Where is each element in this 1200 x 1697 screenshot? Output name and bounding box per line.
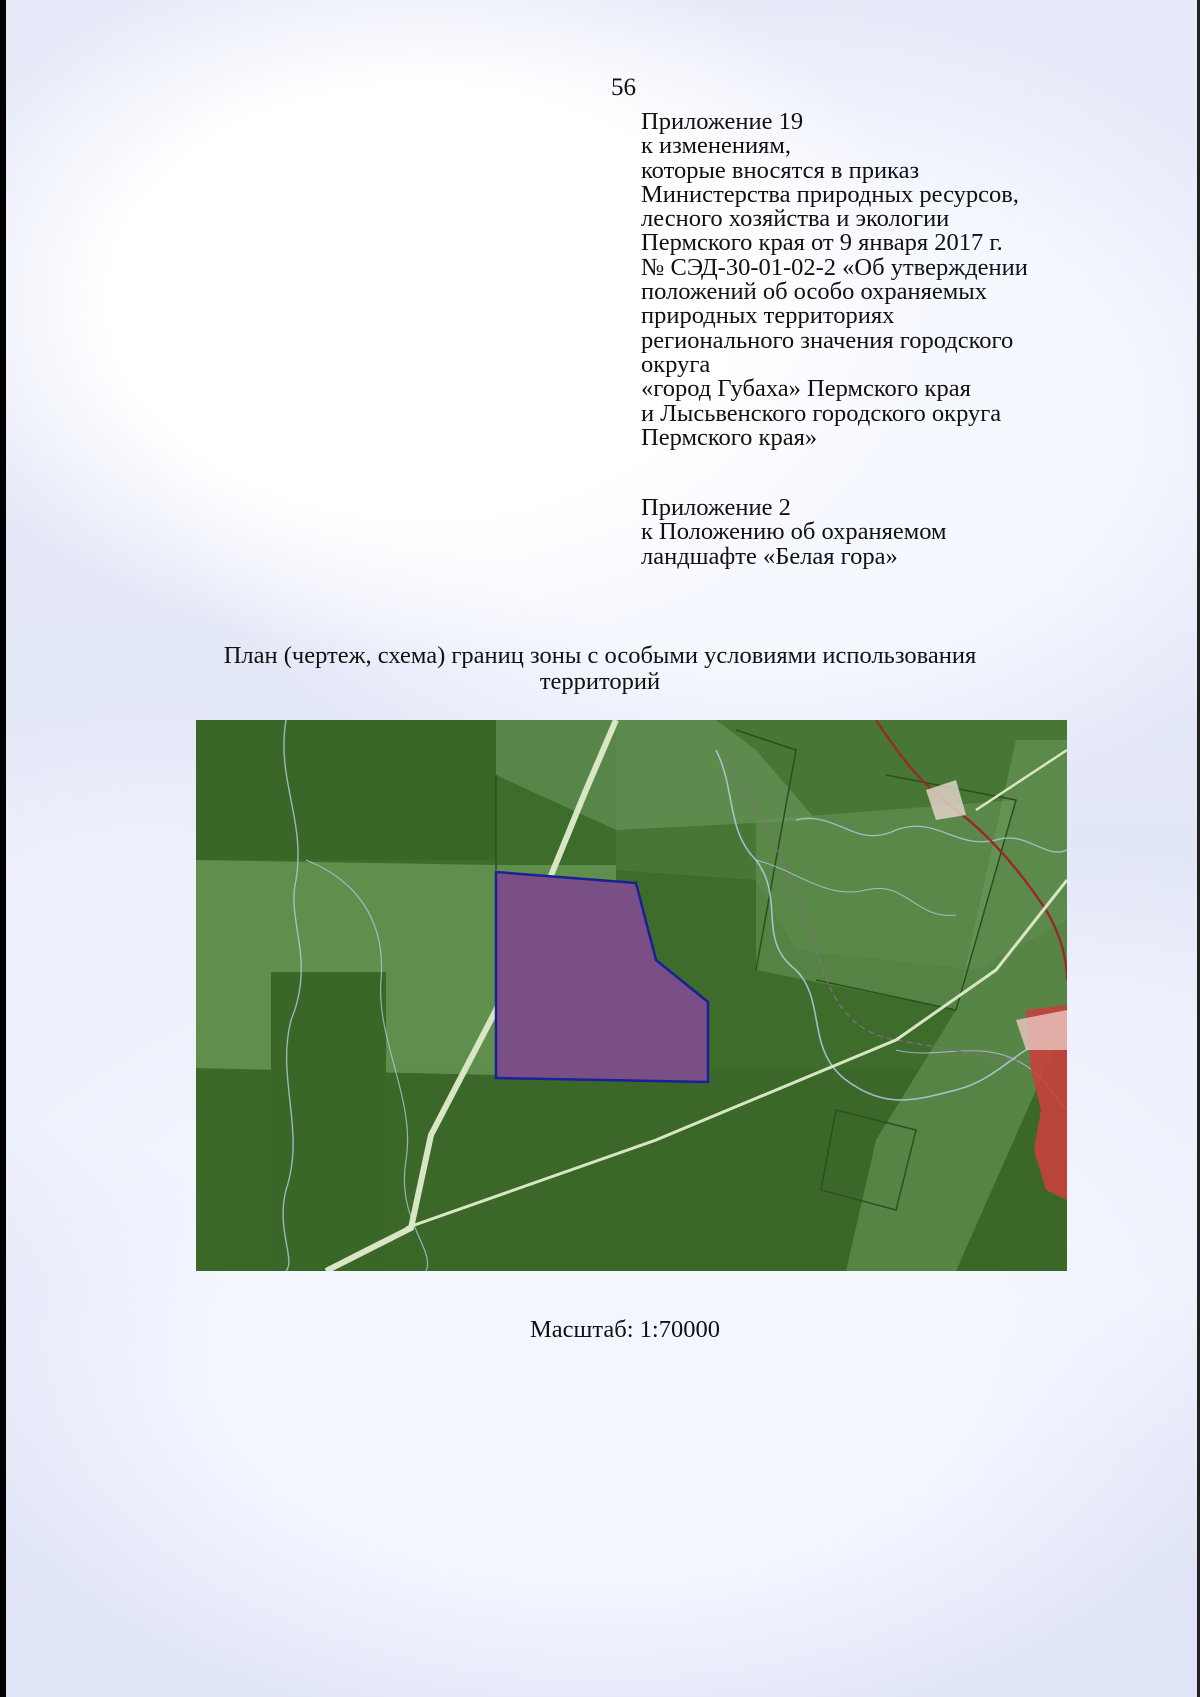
annex-line: Пермского края от 9 января 2017 г.: [641, 229, 1003, 257]
annex-line: Пермского края»: [641, 423, 818, 451]
annex-line: Приложение 2: [641, 494, 791, 521]
annex-2-block: [641, 496, 1141, 569]
plan-title-line-2: территорий: [539, 668, 661, 695]
forest-patch: [196, 720, 496, 860]
annex-line: регионального значения городского: [641, 326, 1014, 354]
annex-line: лесного хозяйства и экологии: [641, 205, 950, 233]
annex-19-block: [641, 110, 1141, 450]
page-number: 56: [611, 74, 636, 101]
annex-line: ландшафте «Белая гора»: [641, 542, 898, 570]
annex-line: которые вносятся в приказ: [641, 156, 920, 184]
scan-edge-left: [0, 0, 6, 1697]
annex-line: и Лысьвенского городского округа: [641, 399, 1002, 427]
forest-block: [271, 972, 386, 1271]
annex-line: «город Губаха» Пермского края: [641, 375, 971, 403]
annex-line: Министерства природных ресурсов,: [641, 180, 1019, 208]
annex-line: к изменениям,: [641, 132, 791, 160]
annex-line: положений об особо охраняемых: [641, 278, 987, 306]
annex-line: округа: [641, 350, 711, 378]
annex-line: природных территориях: [641, 302, 895, 330]
plan-title: [130, 643, 1070, 695]
map-scale: Масштаб: 1:70000: [530, 1316, 720, 1343]
boundary-map: [196, 720, 1067, 1271]
plan-title-line-1: План (чертеж, схема) границ зоны с особыми условиями использования: [223, 642, 977, 669]
annex-line: Приложение 19: [641, 108, 804, 135]
annex-line: № СЭД-30-01-02-2 «Об утверждении: [641, 253, 1028, 281]
annex-line: к Положению об охраняемом: [641, 518, 947, 546]
